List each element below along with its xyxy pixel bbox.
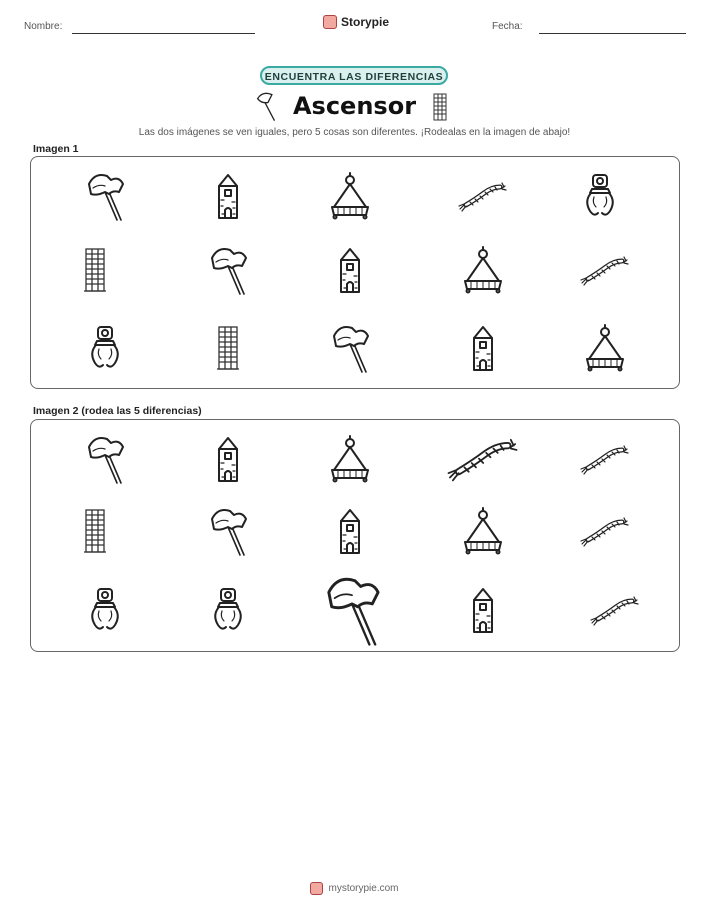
image1-axe-icon (85, 170, 125, 222)
date-label: Fecha: (492, 21, 523, 32)
image2-elevator-car-icon[interactable] (461, 508, 505, 554)
footer (0, 882, 709, 895)
axe-icon (208, 244, 248, 296)
rope-icon (447, 434, 520, 483)
image1-claw-icon (87, 325, 123, 371)
elevator-car-icon (328, 436, 372, 482)
image2-label: Imagen 2 (rodea las 5 diferencias) (33, 405, 202, 417)
image2-axe-icon[interactable] (85, 433, 125, 485)
image2-axe-icon[interactable] (323, 572, 381, 647)
tower-icon (213, 435, 243, 483)
name-label: Nombre: (24, 21, 63, 32)
image1-elevator-car-icon (328, 173, 372, 219)
footer-url: mystorypie.com (328, 883, 399, 894)
building-icon (83, 508, 107, 554)
axe-icon (323, 572, 381, 647)
tower-icon (335, 246, 365, 294)
tower-icon (335, 507, 365, 555)
tower-icon (468, 586, 498, 634)
image1-rope-icon (458, 179, 508, 213)
name-line[interactable] (72, 33, 255, 34)
rope-icon (580, 442, 630, 476)
rope-icon (458, 179, 508, 213)
image1-elevator-car-icon (583, 325, 627, 371)
rope-icon (580, 514, 630, 548)
image2-tower-icon[interactable] (335, 507, 365, 555)
image2-axe-icon[interactable] (208, 505, 248, 557)
image2-rope-icon[interactable] (580, 514, 630, 548)
image1-building-icon (216, 325, 240, 371)
image2-rope-icon[interactable] (580, 442, 630, 476)
image1-label: Imagen 1 (33, 143, 79, 155)
image1-axe-icon (330, 322, 370, 374)
axe-icon (330, 322, 370, 374)
rope-icon (590, 593, 640, 627)
rope-icon (580, 253, 630, 287)
image1-building-icon (83, 247, 107, 293)
image2-elevator-car-icon[interactable] (328, 436, 372, 482)
image2-building-icon[interactable] (83, 508, 107, 554)
image2-tower-icon[interactable] (468, 586, 498, 634)
elevator-car-icon (461, 247, 505, 293)
storypie-icon (323, 15, 337, 29)
page-title: Ascensor (292, 92, 417, 120)
image1-tower-icon (335, 246, 365, 294)
image2-rope-icon[interactable] (447, 434, 520, 483)
image1-rope-icon (580, 253, 630, 287)
building-icon (83, 247, 107, 293)
image1-axe-icon (208, 244, 248, 296)
tower-icon (213, 172, 243, 220)
elevator-car-icon (328, 173, 372, 219)
elevator-car-icon (461, 508, 505, 554)
axe-icon (208, 505, 248, 557)
axe-icon (85, 170, 125, 222)
claw-icon (210, 587, 246, 633)
image1-tower-icon (213, 172, 243, 220)
tower-icon (468, 324, 498, 372)
storypie-icon (310, 882, 323, 895)
activity-badge: ENCUENTRA LAS DIFERENCIAS (260, 66, 448, 85)
image2-tower-icon[interactable] (213, 435, 243, 483)
image2-rope-icon[interactable] (590, 593, 640, 627)
image2-claw-icon[interactable] (210, 587, 246, 633)
title-building-icon (433, 93, 447, 126)
date-line[interactable] (539, 33, 686, 34)
axe-icon (85, 433, 125, 485)
brand-name: Storypie (341, 15, 390, 29)
claw-icon (582, 173, 618, 219)
image1-elevator-car-icon (461, 247, 505, 293)
elevator-car-icon (583, 325, 627, 371)
image1-claw-icon (582, 173, 618, 219)
claw-icon (87, 587, 123, 633)
brand-logo (323, 15, 389, 29)
image1-tower-icon (468, 324, 498, 372)
instructions: Las dos imágenes se ven iguales, pero 5 cosas son diferentes. ¡Rodealas en la imagen de abajo! (138, 127, 571, 138)
building-icon (216, 325, 240, 371)
image2-claw-icon[interactable] (87, 587, 123, 633)
claw-icon (87, 325, 123, 371)
